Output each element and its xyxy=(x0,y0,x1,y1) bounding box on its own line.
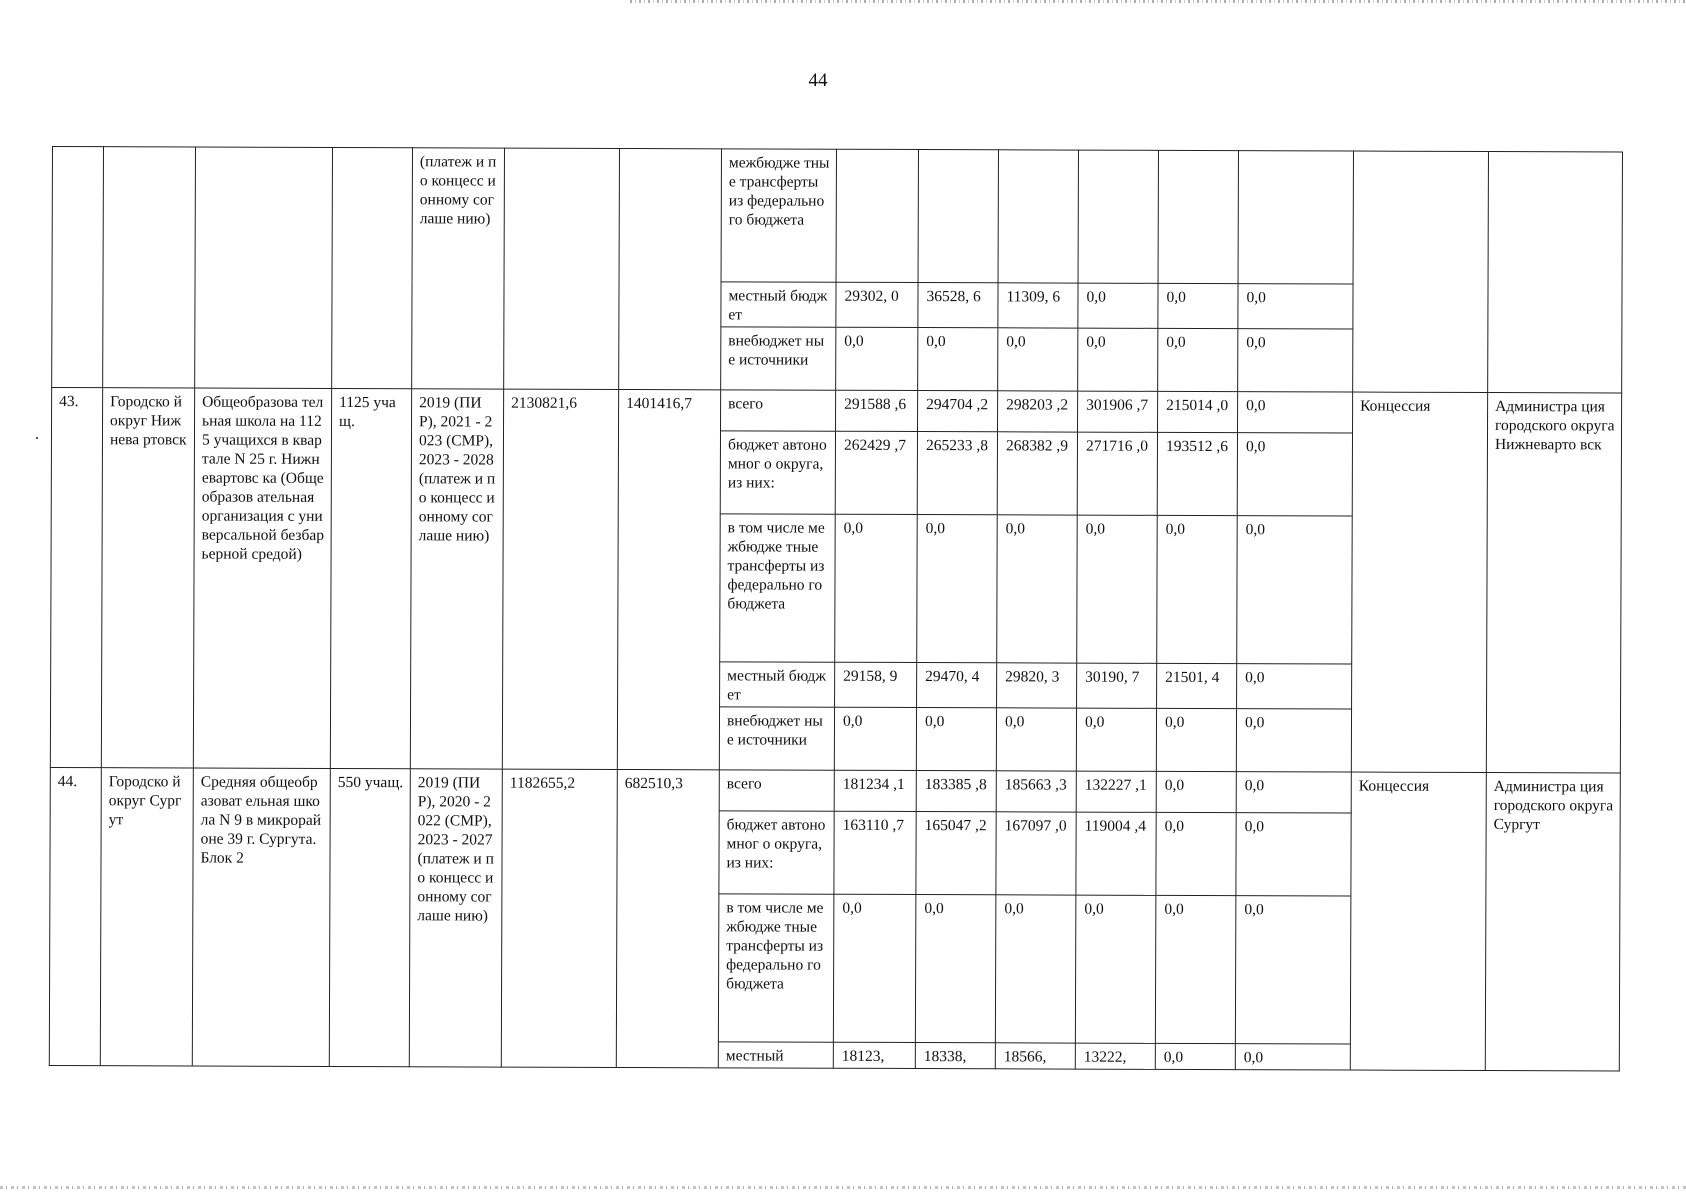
cell-fund-label: местный бюджет xyxy=(721,282,836,327)
cell-municipality: Городско й округ Нижнева ртовск xyxy=(101,388,194,768)
cell-value: 0,0 xyxy=(1077,515,1158,663)
cell-capacity xyxy=(332,147,413,388)
cell-value: 0,0 xyxy=(1235,896,1351,1044)
cell-value: 0,0 xyxy=(1078,283,1158,328)
cell-cost: 2130821,6 xyxy=(502,389,618,769)
cell-value xyxy=(1158,150,1238,283)
cell-num: 43. xyxy=(50,388,102,768)
cell-value: 13222, xyxy=(1075,1043,1155,1069)
cell-object xyxy=(195,147,333,388)
cell-value: 0,0 xyxy=(1238,329,1353,392)
cell-object: Средняя общеобразоват ельная школа N 9 в микрорайоне 39 г. Сургута. Блок 2 xyxy=(192,768,330,1066)
cell-fund-label: всего xyxy=(719,770,834,811)
cell-value: 193512 ,6 xyxy=(1157,432,1237,515)
cell-value: 0,0 xyxy=(998,328,1078,391)
cell-value: 0,0 xyxy=(835,514,918,662)
cell-value: 0,0 xyxy=(918,328,998,391)
cell-value: 11309, 6 xyxy=(998,283,1078,328)
cell-value: 0,0 xyxy=(833,894,916,1042)
cell-value: 0,0 xyxy=(1237,516,1353,664)
cell-value: 29302, 0 xyxy=(836,282,918,327)
page-number: 44 xyxy=(808,70,828,91)
cell-value xyxy=(1238,151,1353,284)
cell-remaining xyxy=(619,148,722,389)
cell-value: 29820, 3 xyxy=(997,663,1077,708)
cell-value: 0,0 xyxy=(1236,772,1351,813)
cell-remaining: 682510,3 xyxy=(616,769,719,1067)
cell-num: 44. xyxy=(49,767,101,1065)
cell-value: 21501, 4 xyxy=(1157,663,1237,708)
scan-artifact-top xyxy=(630,0,1686,3)
cell-value: 0,0 xyxy=(1235,1044,1350,1070)
cell-value: 0,0 xyxy=(1156,812,1236,895)
cell-value xyxy=(836,149,918,282)
cell-value xyxy=(998,150,1078,283)
cell-value: 0,0 xyxy=(997,515,1078,663)
cell-period: (платеж и по концесс ионному соглаше нию) xyxy=(412,148,505,389)
cell-value: 30190, 7 xyxy=(1077,663,1157,708)
cell-customer: Администра ция городского округа Сургут xyxy=(1485,773,1620,1071)
cell-value: 0,0 xyxy=(1237,664,1352,709)
cell-value: 268382 ,9 xyxy=(997,432,1077,515)
cell-value: 132227 ,1 xyxy=(1076,771,1156,812)
scan-speck xyxy=(36,437,38,439)
cell-capacity: 1125 учащ. xyxy=(330,388,411,768)
cell-fund-label: внебюджет ные источники xyxy=(721,327,836,390)
cell-value: 0,0 xyxy=(916,708,996,771)
cell-value: 0,0 xyxy=(836,327,918,390)
cell-value: 119004 ,4 xyxy=(1076,812,1156,895)
cell-value: 0,0 xyxy=(915,895,996,1043)
cell-fund-label: в том числе межбюдже тные трансферты из федерально го бюджета xyxy=(718,894,834,1042)
cell-cost xyxy=(504,148,620,389)
cell-fund-label: бюджет автономног о округа, из них: xyxy=(720,431,835,514)
cell-value: 0,0 xyxy=(1156,708,1236,771)
cell-value: 298203 ,2 xyxy=(998,391,1078,432)
cell-capacity: 550 учащ. xyxy=(329,768,410,1066)
cell-value: 0,0 xyxy=(1157,515,1238,663)
cell-value: 167097 ,0 xyxy=(996,812,1076,895)
cell-value: 185663 ,3 xyxy=(996,771,1076,812)
cell-value: 29470, 4 xyxy=(917,663,997,708)
cell-value: 18566, xyxy=(995,1043,1075,1069)
cell-municipality xyxy=(103,147,196,388)
cell-value: 0,0 xyxy=(1155,895,1236,1043)
cell-value: 0,0 xyxy=(1236,813,1351,896)
cell-fund-label: межбюдже тные трансферты из федерально го бюджета xyxy=(721,149,836,282)
cell-value: 181234 ,1 xyxy=(834,770,916,811)
cell-value: 0,0 xyxy=(1155,1043,1235,1069)
cell-value: 262429 ,7 xyxy=(835,431,917,514)
cell-customer xyxy=(1488,152,1623,393)
cell-customer: Администра ция городского округа Нижневарто вск xyxy=(1486,393,1621,773)
cell-value: 265233 ,8 xyxy=(917,432,997,515)
cell-fund-label: в том числе межбюдже тные трансферты из федерально го бюджета xyxy=(720,514,836,662)
cell-value: 0,0 xyxy=(1156,771,1236,812)
cell-fund-label: внебюджет ные источники xyxy=(719,707,834,770)
cell-value: 0,0 xyxy=(1078,328,1158,391)
cell-object: Общеобразова тельная школа на 1125 учащихся в квартале N 25 г. Нижневартовс ка (Общеобразов ательная организация с универсальной безбарьерной средой) xyxy=(193,388,331,768)
cell-value: 183385 ,8 xyxy=(916,771,996,812)
cell-fund-label: всего xyxy=(721,390,836,431)
cell-value: 0,0 xyxy=(834,707,916,770)
cell-value: 271716 ,0 xyxy=(1077,432,1157,515)
cell-value: 29158, 9 xyxy=(835,662,917,707)
cell-cost: 1182655,2 xyxy=(501,769,617,1067)
cell-value: 0,0 xyxy=(1075,895,1156,1043)
cell-value: 291588 ,6 xyxy=(836,390,918,431)
cell-value: 301906 ,7 xyxy=(1078,391,1158,432)
cell-mechanism: Концессия xyxy=(1351,392,1487,772)
cell-mechanism xyxy=(1353,151,1489,392)
cell-remaining: 1401416,7 xyxy=(617,389,720,769)
cell-municipality: Городско й округ Сургут xyxy=(100,768,193,1066)
cell-value: 0,0 xyxy=(1238,284,1353,329)
cell-fund-label: местный xyxy=(718,1042,833,1068)
cell-value: 36528, 6 xyxy=(918,283,998,328)
cell-value xyxy=(918,150,998,283)
cell-value xyxy=(1078,150,1158,283)
cell-value: 0,0 xyxy=(995,895,1076,1043)
cell-mechanism: Концессия xyxy=(1350,772,1486,1070)
cell-period: 2019 (ПИР), 2020 - 2022 (СМР), 2023 - 2027 (платеж и по концесс ионному соглаше нию) xyxy=(409,769,502,1067)
cell-value: 0,0 xyxy=(1238,392,1353,433)
cell-value: 18338, xyxy=(915,1043,995,1069)
cell-value: 0,0 xyxy=(1158,328,1238,391)
table-row xyxy=(50,767,1620,813)
cell-value: 0,0 xyxy=(1236,709,1351,772)
cell-fund-label: бюджет автономног о округа, из них: xyxy=(719,811,834,894)
cell-value: 0,0 xyxy=(1158,283,1238,328)
cell-value: 0,0 xyxy=(996,708,1076,771)
cell-value: 163110 ,7 xyxy=(834,811,916,894)
investment-table xyxy=(49,146,1623,1071)
cell-fund-label: местный бюджет xyxy=(720,662,835,707)
scan-artifact-bottom xyxy=(0,1186,1686,1189)
cell-value: 0,0 xyxy=(1076,708,1156,771)
cell-value: 18123, xyxy=(833,1042,915,1068)
cell-value: 0,0 xyxy=(1237,433,1352,516)
cell-value: 165047 ,2 xyxy=(916,812,996,895)
cell-value: 0,0 xyxy=(917,515,998,663)
table-row xyxy=(52,388,1622,434)
cell-num xyxy=(52,147,104,388)
cell-period: 2019 (ПИР), 2021 - 2023 (СМР), 2023 - 2028 (платеж и по концесс ионному соглаше нию) xyxy=(410,389,503,769)
table-row xyxy=(52,147,1622,285)
cell-value: 294704 ,2 xyxy=(918,391,998,432)
cell-value: 215014 ,0 xyxy=(1158,391,1238,432)
